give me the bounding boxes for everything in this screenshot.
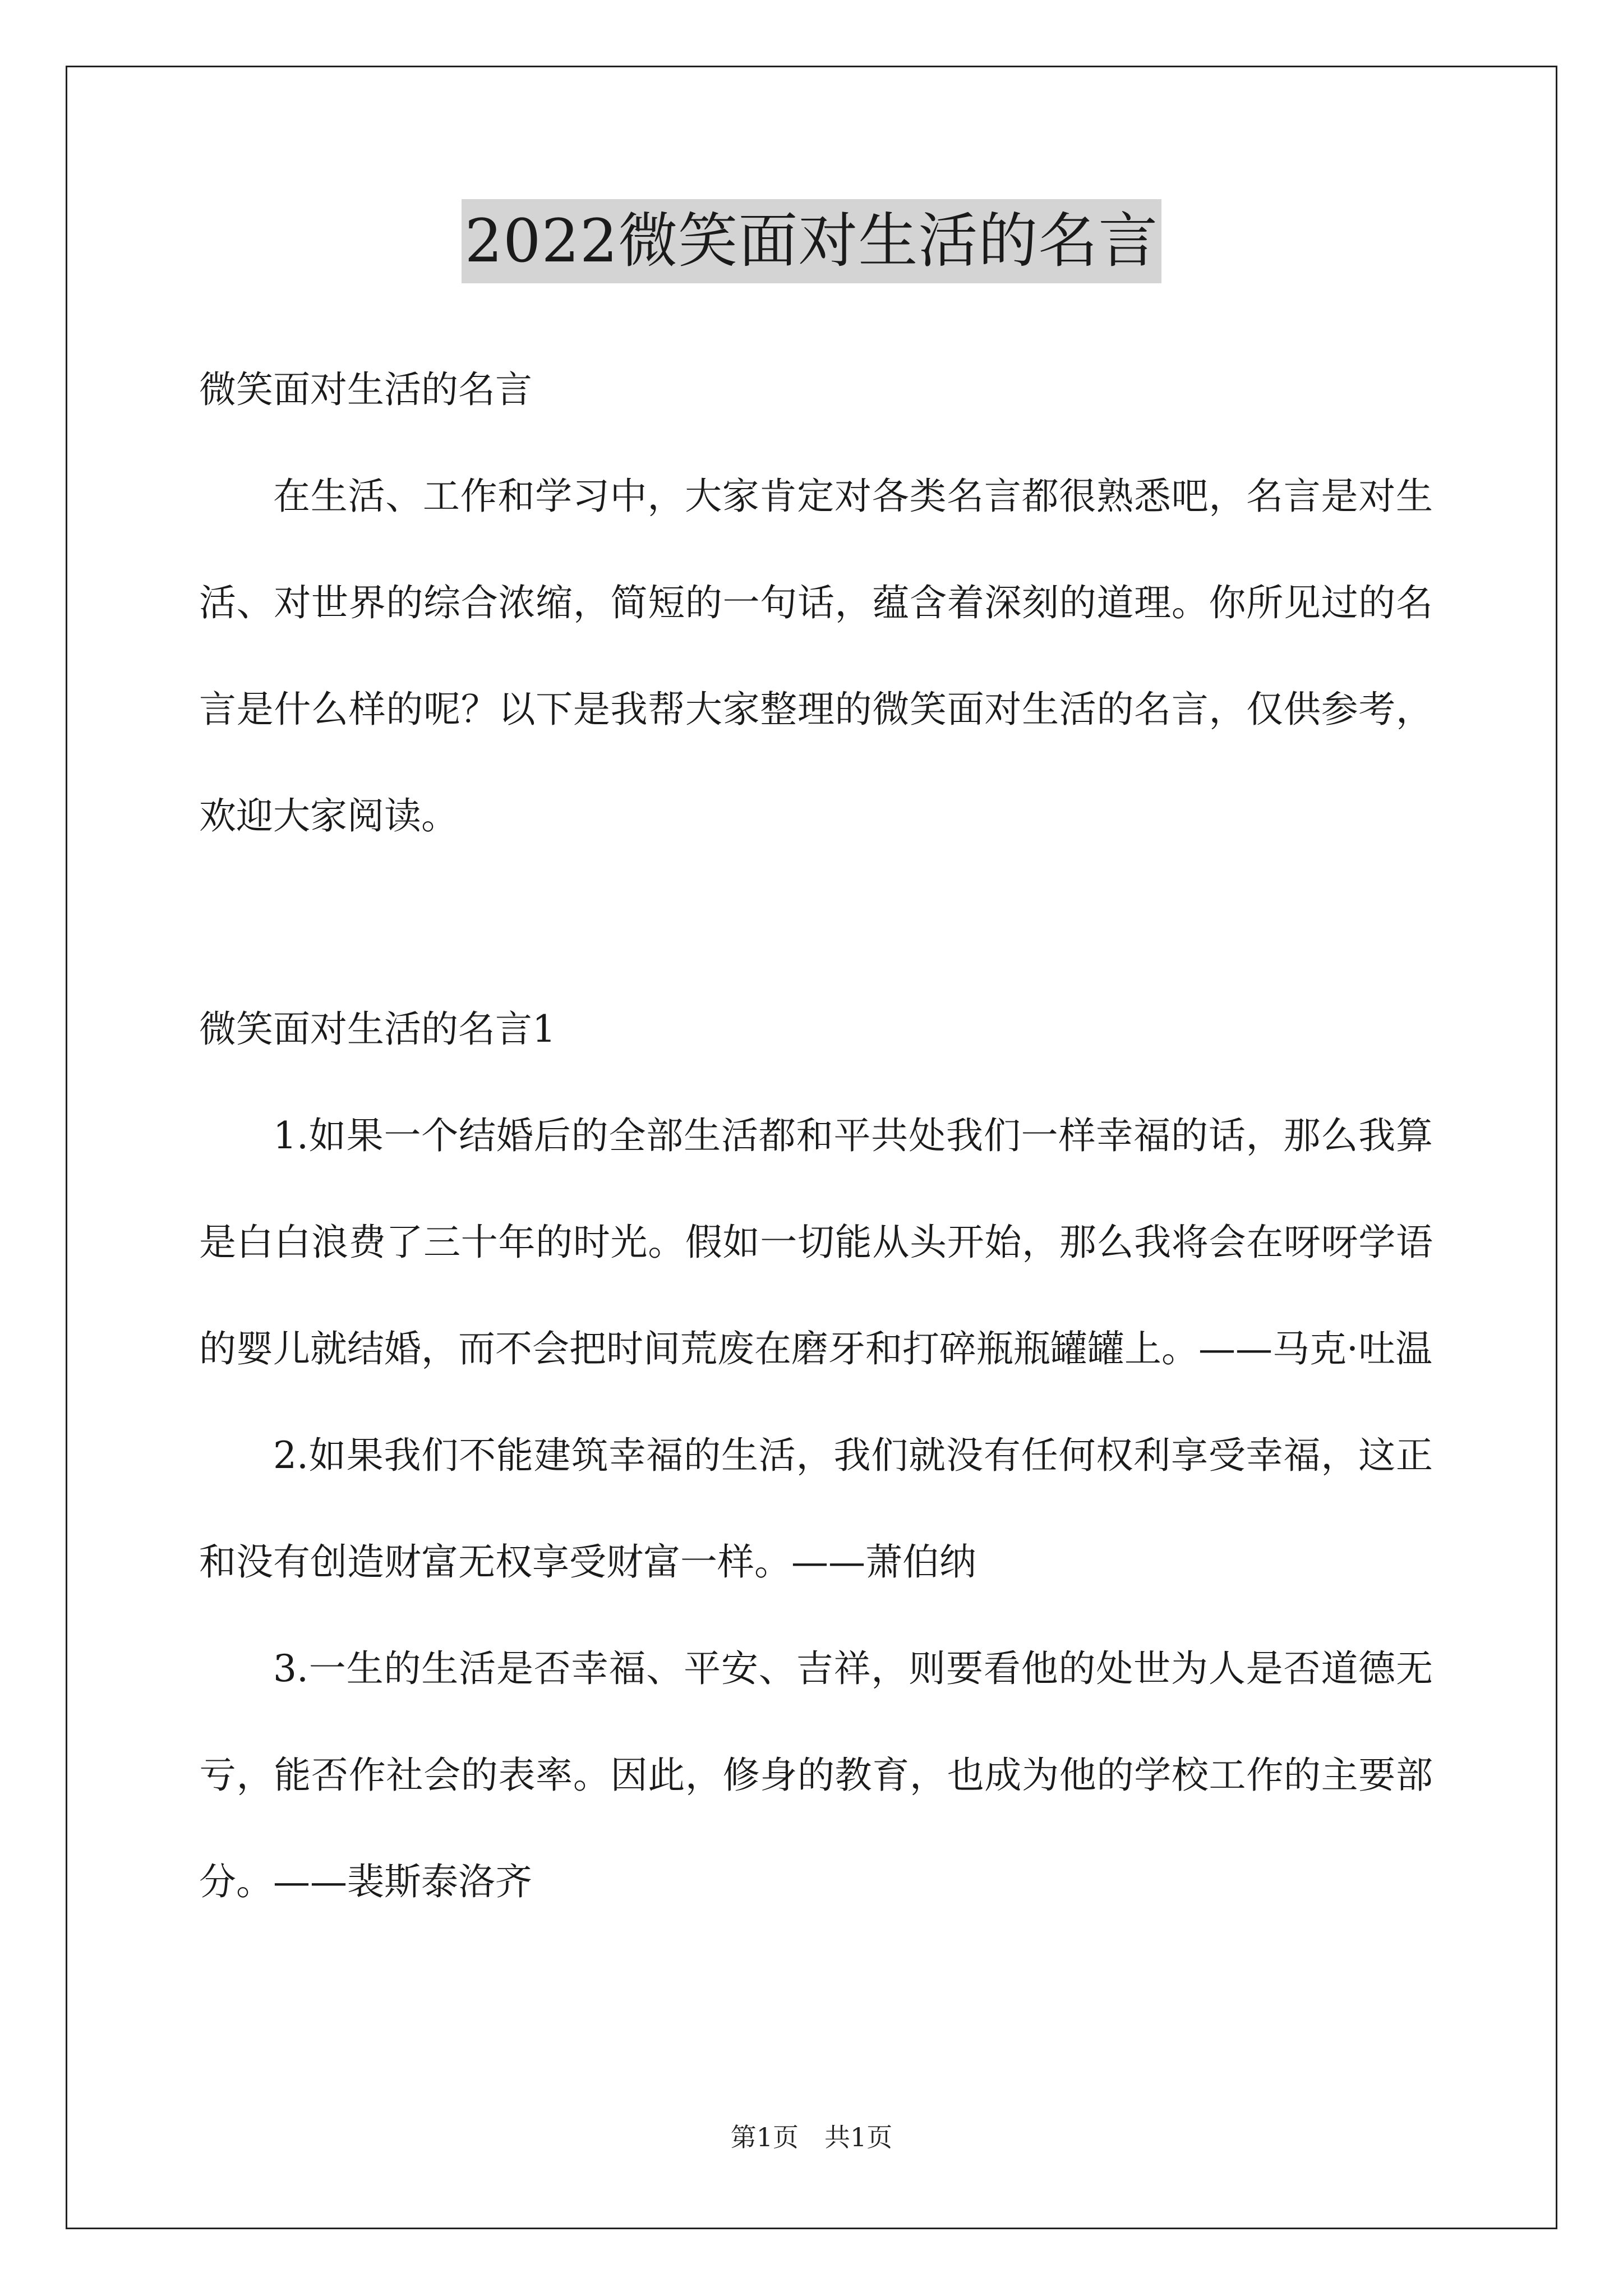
page-footer (0, 2120, 1623, 2154)
document-subtitle: 微笑面对生活的名言 (199, 368, 532, 411)
quote-paragraph-3: 3.一生的生活是否幸福、平安、吉祥，则要看他的处世为人是否道德无亏，能否作社会的表率。因此，修身的教育，也成为他的学校工作的主要部分。——裴斯泰洛齐 (199, 1647, 1433, 1903)
intro-paragraph: 在生活、工作和学习中，大家肯定对各类名言都很熟悉吧，名言是对生活、对世界的综合浓缩，简短的一句话，蕴含着深刻的道理。你所见过的名言是什么样的呢？以下是我帮大家整理的微笑面对生活的名言，仅供参考，欢迎大家阅读。 (199, 475, 1433, 838)
section-heading: 微笑面对生活的名言1 (199, 1007, 556, 1051)
document-title: 2022微笑面对生活的名言 (462, 199, 1162, 283)
title-container (0, 199, 1623, 283)
paragraph-gap (199, 869, 1433, 976)
page-number: 第1页 共1页 (730, 2122, 893, 2152)
document-body (199, 337, 1433, 1935)
quote-paragraph-1: 1.如果一个结婚后的全部生活都和平共处我们一样幸福的话，那么我算是白白浪费了三十年的时光。假如一切能从头开始，那么我将会在呀呀学语的婴儿就结婚，而不会把时间荒废在磨牙和打碎瓶瓶罐罐上。——马克·吐温 (199, 1114, 1433, 1370)
quote-paragraph-2: 2.如果我们不能建筑幸福的生活，我们就没有任何权利享受幸福，这正和没有创造财富无权享受财富一样。——萧伯纳 (199, 1434, 1433, 1584)
